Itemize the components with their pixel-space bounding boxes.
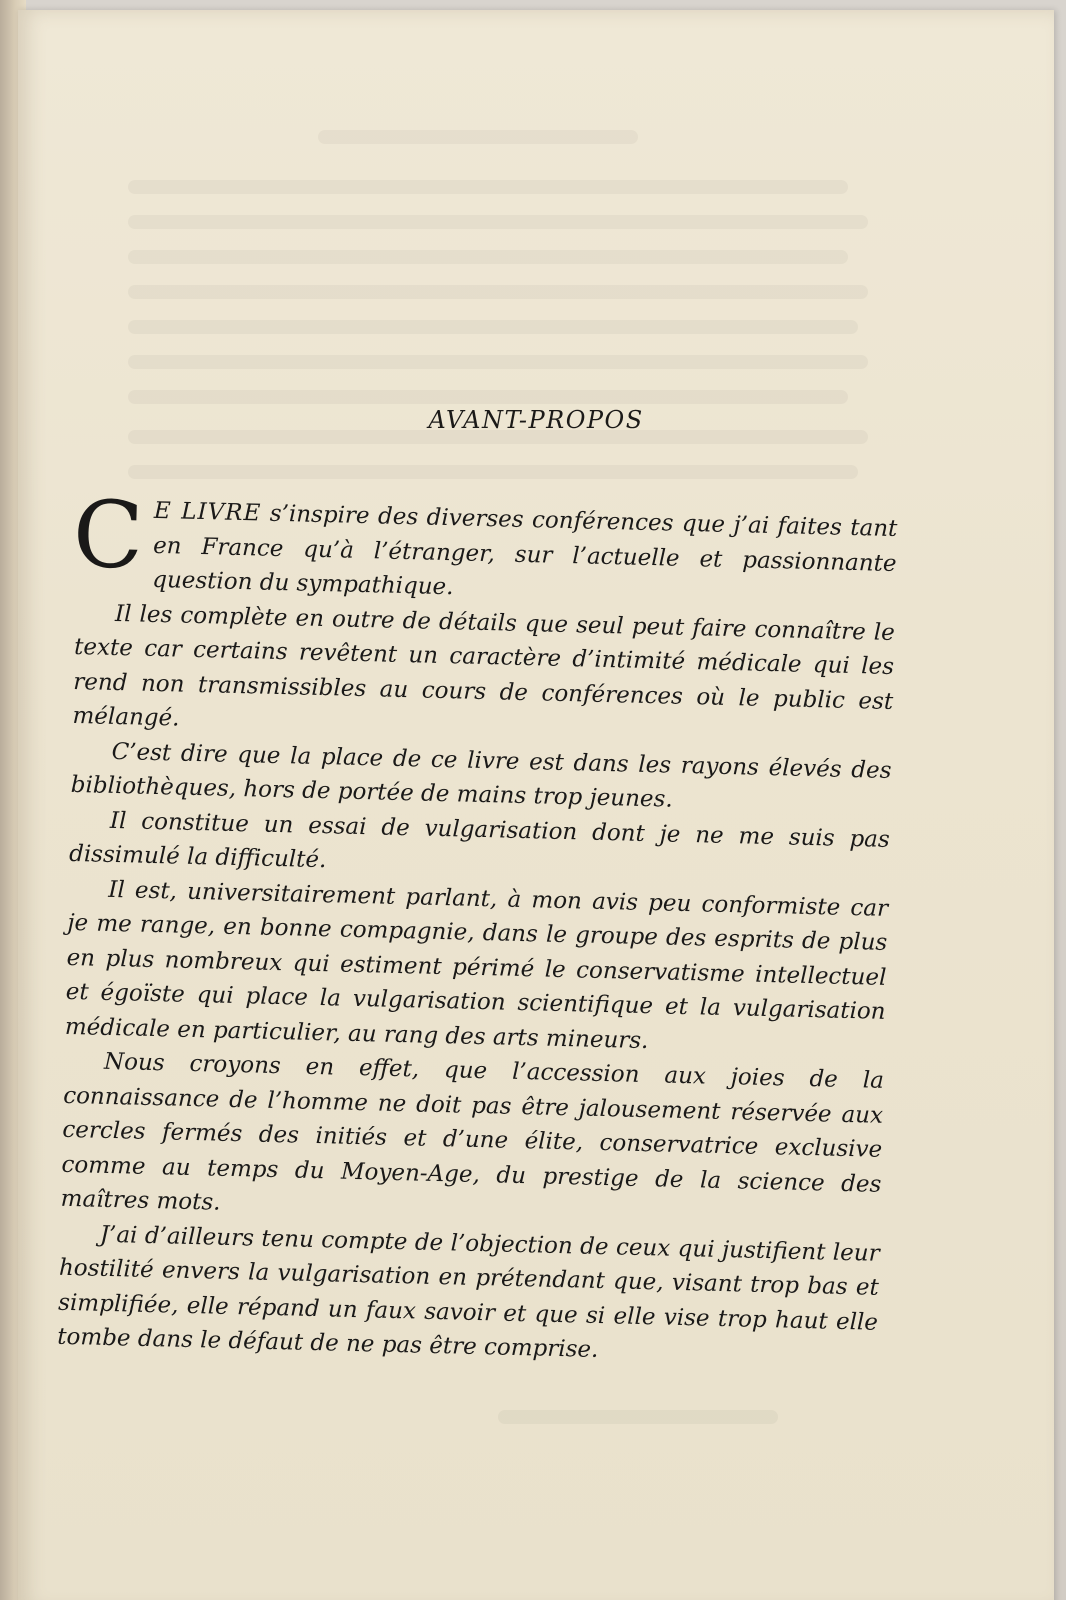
paragraph-7: J’ai d’ailleurs tenu compte de l’objection de ceux qui justifient leur hostilité envers la vulgarisation en prétendant que, visant trop bas et simplifiée, elle répand un faux savoir et que si elle vise trop haut elle tombe dans le défaut de ne pas être comprise. [57,1221,880,1363]
paragraph-2: Il les complète en outre de détails que seul peut faire connaître le texte car certains revêtent un caractère d’intimité médicale qui les rend non transmissibles au cours de conférences où le public est mélangé. [72,600,896,732]
body-text [57,480,898,1374]
opening-words: E LIVRE [153,497,262,527]
paragraph-4: Il constitue un essai de vulgarisation dont je ne me suis pas dissimulé la difficulté. [68,807,891,874]
paragraph-5: Il est, universitairement parlant, à mon avis peu conformiste car je me range, en bonne compagnie, dans le groupe des esprits de plus en plus nombreux qui estiment périmé le conservatisme intellectuel et égoïste qui place la vulgarisation scientifique et la vulgarisation médicale en particulier, au rang des arts mineurs. [64,876,889,1054]
paragraph-6: Nous croyons en effet, que l’accession aux joies de la connaissance de l’homme ne doit pas être jalousement réservée aux cercles fermés des initiés et d’une élite, conservatrice exclusive comme au temps du Moyen-Age, du prestige de la science des maîtres mots. [60,1048,885,1216]
book-page [18,10,1054,1600]
drop-cap: C [71,480,145,590]
chapter-title: AVANT-PROPOS [428,406,644,434]
paragraph-3: C’est dire que la place de ce livre est dans les rayons élevés des bibliothèques, hors de portée de mains trop jeunes. [70,738,892,813]
paragraph-1 [71,480,898,616]
paragraph-1-text: s’inspire des diverses conférences que j’ai faites tant en France qu’à l’étranger, sur l’actuelle et passionnante question du sympathique. [151,500,898,601]
